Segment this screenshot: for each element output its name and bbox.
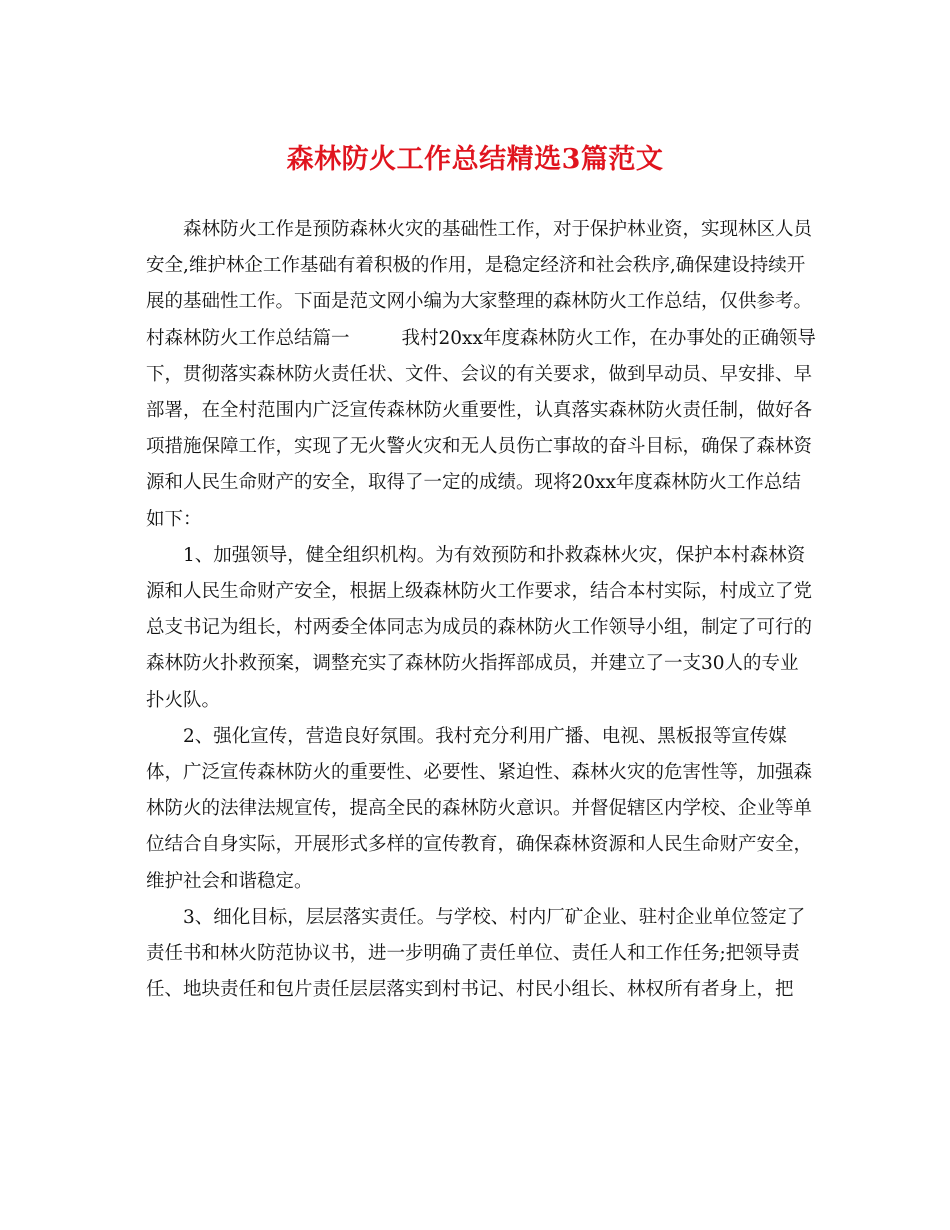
section-heading: 村森林防火工作总结篇一 [146,327,350,349]
point-paragraph-2: 2、强化宣传，营造良好氛围。我村充分利用广播、电视、黑板报等宣传媒体，广泛宣传森林防火的重要性、必要性、紧迫性、森林火灾的危害性等，加强森林防火的法律法规宣传，提高全民的森林防火意识。并督促辖区内学校、企业等单位结合自身实际，开展形式多样的宣传教育，确保森林资源和人民生命财产安全，维护社会和谐稳定。 [146,725,813,892]
document-title: 森林防火工作总结精选3篇范文 [286,144,664,175]
point-paragraph-3: 3、细化目标，层层落实责任。与学校、村内厂矿企业、驻村企业单位签定了责任书和林火防范协议书，进一步明确了责任单位、责任人和工作任务;把领导责任、地块责任和包片责任层层落实到村书记、村民小组长、林权所有者身上，把 [146,906,806,1001]
section-intro-text: 我村20xx年度森林防火工作，在办事处的正确领导下，贯彻落实森林防火责任状、文件、会议的有关要求，做到早动员、早安排、早部署，在全村范围内广泛宣传森林防火重要性，认真落实森林防火责任制，做好各项措施保障工作，实现了无火警火灾和无人员伤亡事故的奋斗目标，确保了森林资源和人民生命财产的安全，取得了一定的成绩。现将20xx年度森林防火工作总结如下： [146,327,816,530]
point-paragraph-1: 1、加强领导，健全组织机构。为有效预防和扑救森林火灾，保护本村森林资源和人民生命财产安全，根据上级森林防火工作要求，结合本村实际，村成立了党总支书记为组长，村两委全体同志为成员的森林防火工作领导小组，制定了可行的森林防火扑救预案，调整充实了森林防火指挥部成员，并建立了一支30人的专业扑火队。 [146,544,813,711]
section-paragraph [146,321,816,538]
document-body [146,212,816,1008]
intro-paragraph: 森林防火工作是预防森林火灾的基础性工作，对于保护林业资，实现林区人员安全,维护林企工作基础有着积极的作用，是稳定经济和社会秩序,确保建设持续开展的基础性工作。下面是范文网小编为大家整理的森林防火工作总结，仅供参考。 [146,219,813,313]
